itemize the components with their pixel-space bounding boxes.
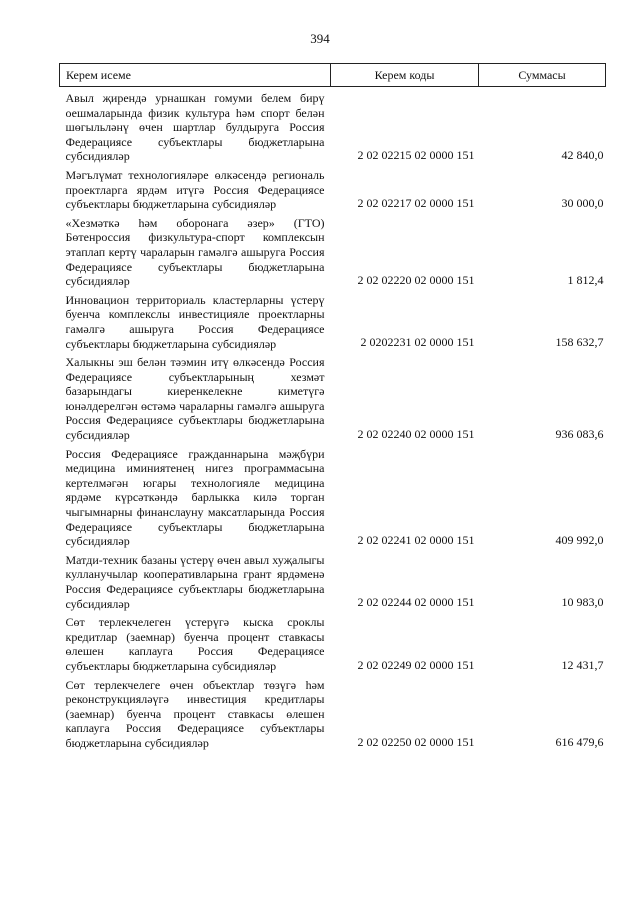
row-code: 2 02 02240 02 0000 151 xyxy=(357,426,475,441)
row-name: Сөт терлекчелеге өчен объектлар төзүгә һәм реконструкцияләүгә инвестиция кредитлары (заемнар) буенча процент ставкасы өлешен каплауга Россия Федерациясе субъектлары бюджетларына субсидияләр xyxy=(65,677,325,750)
table-row xyxy=(60,289,606,351)
row-sum: 1 812,4 xyxy=(567,272,604,287)
row-sum: 12 431,7 xyxy=(561,657,604,672)
row-name: Инновацион территориаль кластерларны үстерү буенча комплекслы инвестицияле проектларны гамәлгә ашыруга Россия Федерациясе субъектлары бюджетларына субсидияләр xyxy=(65,292,325,351)
row-name: Халыкны эш белән тәэмин итү өлкәсендә Россия Федерациясе субъектларының хезмәт базарындагы киеренкелекне киметүгә юнәлдерелгән өстәмә чараларны гамәлгә ашыруга Россия Федерациясе субъектлары бюджетларына субсидияләр xyxy=(65,355,325,443)
table-row xyxy=(60,443,606,549)
row-code: 2 02 02249 02 0000 151 xyxy=(357,657,475,672)
table-header-row xyxy=(60,64,606,87)
header-name: Керем исеме xyxy=(60,64,331,87)
row-sum: 30 000,0 xyxy=(561,195,604,210)
row-code: 2 02 02250 02 0000 151 xyxy=(357,734,475,749)
row-sum: 616 479,6 xyxy=(555,734,604,749)
table-body xyxy=(60,87,606,751)
row-sum: 10 983,0 xyxy=(561,595,604,610)
row-sum: 158 632,7 xyxy=(555,335,604,350)
table-row xyxy=(60,674,606,751)
header-code: Керем коды xyxy=(331,64,479,87)
table-row xyxy=(60,87,606,164)
row-code: 2 02 02241 02 0000 151 xyxy=(357,532,475,547)
row-sum: 42 840,0 xyxy=(561,147,604,162)
row-sum: 936 083,6 xyxy=(555,426,604,441)
row-code: 2 02 02215 02 0000 151 xyxy=(357,147,475,162)
row-code: 2 0202231 02 0000 151 xyxy=(360,335,475,350)
table-row xyxy=(60,351,606,443)
table-row xyxy=(60,212,606,289)
row-name: Мәгълүмат технологияләре өлкәсендә региональ проектларга ярдәм итүгә Россия Федерациясе субъектлары бюджетларына субсидияләр xyxy=(65,167,325,212)
budget-table xyxy=(59,63,606,751)
table-row xyxy=(60,611,606,673)
row-code: 2 02 02217 02 0000 151 xyxy=(357,195,475,210)
table-row xyxy=(60,549,606,611)
row-code: 2 02 02244 02 0000 151 xyxy=(357,595,475,610)
row-name: Матди-техник базаны үстерү өчен авыл хуҗалыгы кулланучылар кооперативларына грант ярдәменә Россия Федерациясе субъектлары бюджетларына субсидияләр xyxy=(65,552,325,611)
row-name: «Хезмәткә һәм оборонага әзер» (ГТО) Бөтенроссия физкультура-спорт комплексын этаплап кертү чараларын гамәлгә ашыруга Россия Федерациясе субъектлары бюджетларына субсидияләр xyxy=(65,215,325,289)
header-sum: Суммасы xyxy=(479,64,606,87)
row-name: Сөт терлекчелеген үстерүгә кыска сроклы кредитлар (заемнар) буенча процент ставкасы өлешен каплауга Россия Федерациясе субъектлары бюджетларына субсидияләр xyxy=(65,615,325,673)
page-number: 394 xyxy=(310,31,330,46)
row-code: 2 02 02220 02 0000 151 xyxy=(357,272,475,287)
row-sum: 409 992,0 xyxy=(555,532,604,547)
row-name: Россия Федерациясе гражданнарына мәҗбүри медицина иминиятенең нигез программасына кертелмәгән югары технологияле медицина ярдәме күрсәткәндә барлыкка килә торган чыгымнарны финанслауну максатларында Россия Федерациясе субъектлары бюджетларына субсидияләр xyxy=(65,446,325,549)
row-name: Авыл җирендә урнашкан гомуми белем бирү оешмаларында физик культура һәм спорт белән шөгыльләнү өчен шартлар булдыруга Россия Федерациясе субъектлары бюджетларына субсидияләр xyxy=(65,91,325,164)
table-row xyxy=(60,164,606,212)
